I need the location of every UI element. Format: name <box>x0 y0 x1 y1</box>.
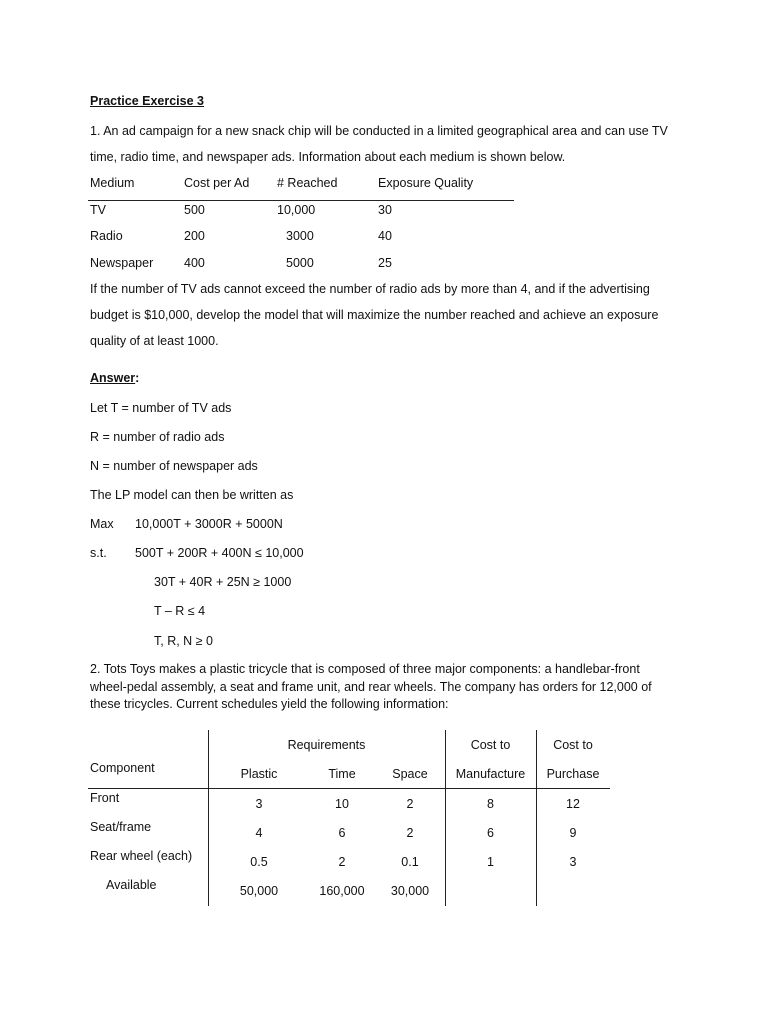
row-seat-manufacture: 6 <box>487 826 494 840</box>
row-rear-space: 0.1 <box>401 855 419 869</box>
time-header: Time <box>328 767 356 781</box>
media-row-tv-reached: 10,000 <box>277 203 316 217</box>
row-rear-time: 2 <box>338 855 346 869</box>
row-rear-component: Rear wheel (each) <box>90 849 193 863</box>
constraints-label: s.t. <box>90 546 107 560</box>
answer-heading <box>90 371 139 385</box>
requirements-header: Requirements <box>287 738 366 752</box>
q1-condition-line1: If the number of TV ads cannot exceed the number of radio ads by more than 4, and if the advertising <box>90 282 650 296</box>
row-rear-purchase: 3 <box>569 855 577 869</box>
media-row-tv-quality: 30 <box>378 203 392 217</box>
constraint-nonnegativity: T, R, N ≥ 0 <box>154 634 213 648</box>
answer-line-n: N = number of newspaper ads <box>90 459 258 473</box>
row-seat-plastic: 4 <box>255 826 263 840</box>
cost-purchase-header-top: Cost to <box>553 738 593 752</box>
table-rule-v3 <box>536 730 537 906</box>
q1-condition-line3: quality of at least 1000. <box>90 334 219 348</box>
row-seat-component: Seat/frame <box>90 820 152 834</box>
objective-expression: 10,000T + 3000R + 5000N <box>135 517 283 531</box>
row-seat-time: 6 <box>338 826 346 840</box>
constraint-exposure: 30T + 40R + 25N ≥ 1000 <box>154 575 292 589</box>
cost-purchase-header-bottom: Purchase <box>546 767 600 781</box>
objective-label: Max <box>90 517 114 531</box>
media-header-medium: Medium <box>90 176 135 190</box>
row-front-manufacture: 8 <box>487 797 494 811</box>
row-available-plastic: 50,000 <box>239 884 279 898</box>
constraint-tv-radio: T – R ≤ 4 <box>154 604 206 618</box>
space-header: Space <box>392 767 428 781</box>
plastic-header: Plastic <box>240 767 278 781</box>
media-header-rule <box>88 200 514 201</box>
row-front-space: 2 <box>406 797 414 811</box>
answer-line-t: Let T = number of TV ads <box>90 401 232 415</box>
page-title: Practice Exercise 3 <box>90 94 204 108</box>
q1-text-line2: time, radio time, and newspaper ads. Information about each medium is shown below. <box>90 150 566 164</box>
media-row-tv-cost: 500 <box>184 203 205 217</box>
row-front-plastic: 3 <box>255 797 263 811</box>
q2-text-line1: 2. Tots Toys makes a plastic tricycle that is composed of three major components: a handlebar-front <box>90 662 640 676</box>
answer-line-r: R = number of radio ads <box>90 430 225 444</box>
row-available-space: 30,000 <box>390 884 430 898</box>
row-rear-manufacture: 1 <box>487 855 494 869</box>
media-row-newspaper-reached: 5000 <box>286 256 314 270</box>
media-header-quality: Exposure Quality <box>378 176 474 190</box>
media-row-newspaper-cost: 400 <box>184 256 205 270</box>
q2-text-line2: wheel-pedal assembly, a seat and frame unit, and rear wheels. The company has orders for 12,000 of <box>90 680 652 694</box>
row-available-label: Available <box>106 878 157 892</box>
media-header-cost: Cost per Ad <box>184 176 250 190</box>
row-front-time: 10 <box>335 797 349 811</box>
table-header-rule <box>88 788 610 789</box>
media-row-tv-name: TV <box>90 203 106 217</box>
q1-text-line1: 1. An ad campaign for a new snack chip will be conducted in a limited geographical area and can use TV <box>90 124 668 138</box>
media-row-radio-cost: 200 <box>184 229 205 243</box>
row-available-time: 160,000 <box>319 884 365 898</box>
media-row-radio-name: Radio <box>90 229 123 243</box>
row-front-purchase: 12 <box>566 797 580 811</box>
media-row-radio-reached: 3000 <box>286 229 314 243</box>
component-header: Component <box>90 761 155 775</box>
row-rear-plastic: 0.5 <box>250 855 268 869</box>
cost-manufacture-header-top: Cost to <box>470 738 511 752</box>
answer-line-model: The LP model can then be written as <box>90 488 294 502</box>
answer-heading-colon: : <box>135 371 140 385</box>
row-seat-space: 2 <box>406 826 414 840</box>
constraint-budget: 500T + 200R + 400N ≤ 10,000 <box>135 546 304 560</box>
row-front-component: Front <box>90 791 120 805</box>
answer-heading-text: Answer <box>90 371 136 385</box>
q2-text-line3: these tricycles. Current schedules yield the following information: <box>90 697 449 711</box>
table-rule-v1 <box>208 730 209 906</box>
media-row-radio-quality: 40 <box>378 229 392 243</box>
table-rule-v2 <box>445 730 446 906</box>
row-seat-purchase: 9 <box>569 826 577 840</box>
q1-condition-line2: budget is $10,000, develop the model that will maximize the number reached and achieve an exposure <box>90 308 659 322</box>
media-row-newspaper-name: Newspaper <box>90 256 154 270</box>
media-row-newspaper-quality: 25 <box>378 256 392 270</box>
media-header-reached: # Reached <box>277 176 338 190</box>
cost-manufacture-header-bottom: Manufacture <box>455 767 526 781</box>
